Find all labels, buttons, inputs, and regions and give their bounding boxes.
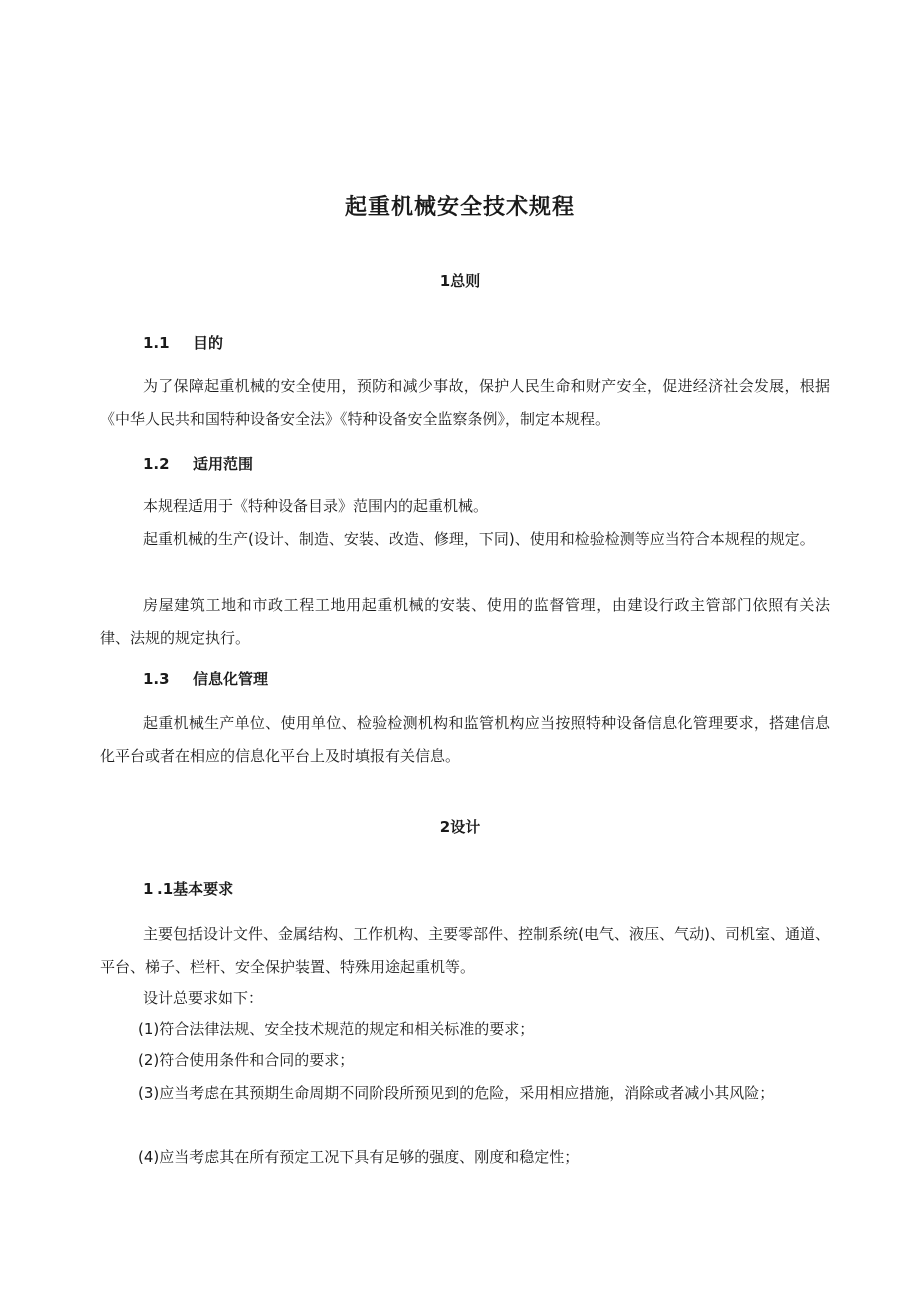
chapter-2-heading: 2设计 — [439, 818, 481, 836]
document-title: 起重机械安全技术规程 — [344, 195, 575, 220]
list-item: (3)应当考虑在其预期生命周期不同阶段所预见到的危险，采用相应措施，消除或者减小其风险； — [138, 1084, 775, 1102]
list-item: (1)符合法律法规、安全技术规范的规定和相关标准的要求； — [138, 1020, 535, 1038]
paragraph: 为了保障起重机械的安全使用，预防和减少事故，保护人民生命和财产安全，促进经济社会发展，根据《中华人民共和国特种设备安全法》《特种设备安全监察条例》，制定本规程。 — [100, 377, 830, 428]
section-1-1-heading — [143, 332, 223, 353]
list-item: (4)应当考虑其在所有预定工况下具有足够的强度、刚度和稳定性； — [138, 1148, 580, 1166]
section-number: 1.2 — [143, 455, 170, 473]
paragraph: 主要包括设计文件、金属结构、工作机构、主要零部件、控制系统(电气、液压、气动)、司机室、通道、平台、梯子、栏杆、安全保护装置、特殊用途起重机等。 — [100, 925, 830, 976]
section-title: 目的 — [193, 334, 224, 352]
section-title: .1基本要求 — [157, 880, 234, 898]
paragraph: 起重机械的生产(设计、制造、安装、改造、修理，下同)、使用和检验检测等应当符合本规程的规定。 — [143, 530, 815, 548]
list-item: (2)符合使用条件和合同的要求； — [138, 1051, 355, 1069]
section-number: 1.3 — [143, 670, 170, 688]
section-number: 1.1 — [143, 334, 170, 352]
section-2-1-heading — [143, 878, 233, 899]
paragraph: 起重机械生产单位、使用单位、检验检测机构和监管机构应当按照特种设备信息化管理要求，搭建信息化平台或者在相应的信息化平台上及时填报有关信息。 — [100, 714, 830, 765]
paragraph: 房屋建筑工地和市政工程工地用起重机械的安装、使用的监督管理，由建设行政主管部门依照有关法律、法规的规定执行。 — [100, 596, 830, 647]
chapter-1-heading: 1总则 — [439, 272, 481, 290]
section-title: 信息化管理 — [193, 670, 269, 688]
section-1-2-heading — [143, 453, 253, 474]
section-number: 1 — [143, 880, 154, 898]
section-1-3-heading — [143, 668, 268, 689]
paragraph: 设计总要求如下： — [143, 989, 264, 1007]
paragraph: 本规程适用于《特种设备目录》范围内的起重机械。 — [143, 497, 489, 515]
section-title: 适用范围 — [193, 455, 254, 473]
